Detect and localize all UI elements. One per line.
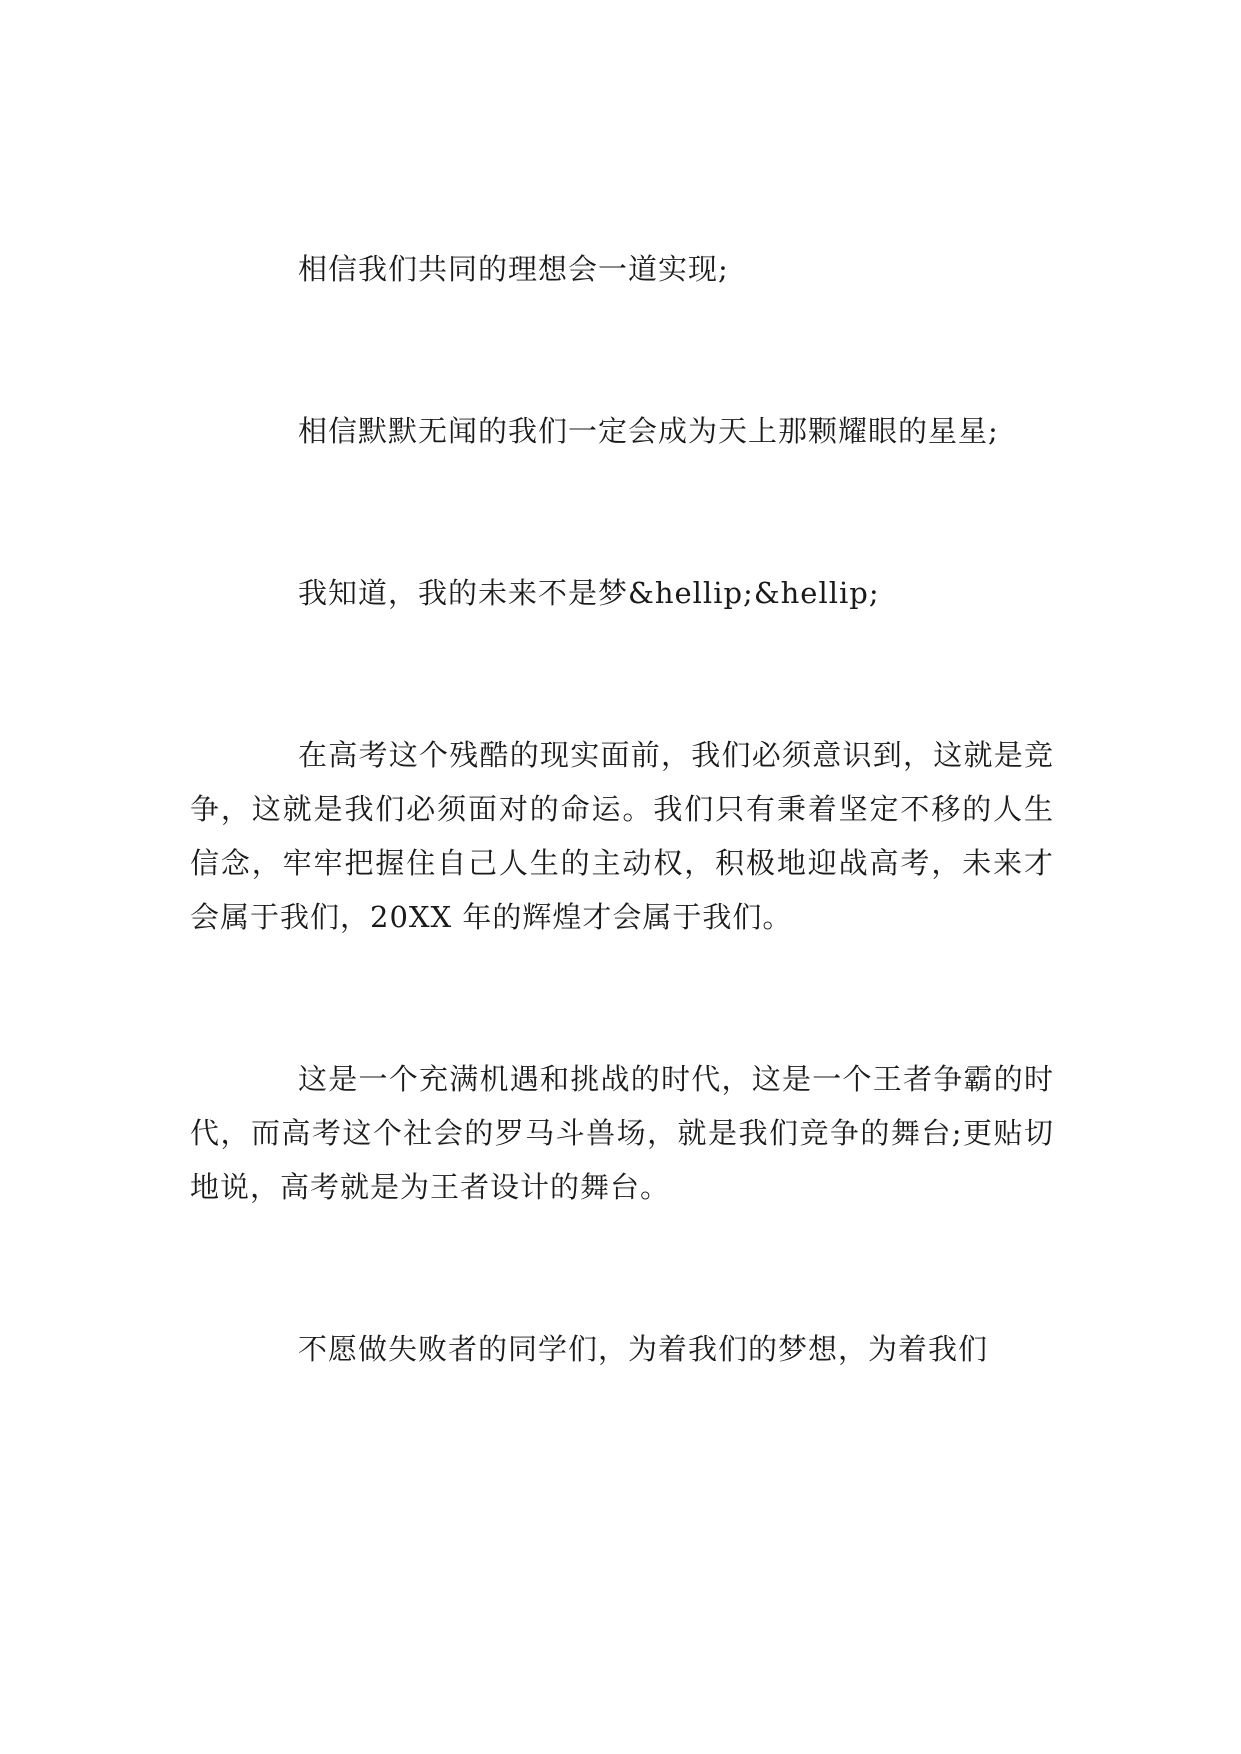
- paragraph-3: 我知道，我的未来不是梦&hellip;&hellip;: [298, 576, 880, 610]
- paragraph-1: 相信我们共同的理想会一道实现;: [298, 252, 729, 286]
- paragraph-5: 这是一个充满机遇和挑战的时代，这是一个王者争霸的时代，而高考这个社会的罗马斗兽场，就是我们竞争的舞台;更贴切地说，高考就是为王者设计的舞台。: [190, 1062, 1054, 1204]
- paragraph-6: 不愿做失败者的同学们，为着我们的梦想，为着我们: [298, 1332, 989, 1366]
- document-body: [190, 242, 1054, 1376]
- paragraph-2: 相信默默无闻的我们一定会成为天上那颗耀眼的星星;: [298, 414, 999, 448]
- paragraph-4: 在高考这个残酷的现实面前，我们必须意识到，这就是竞争，这就是我们必须面对的命运。我们只有秉着坚定不移的人生信念，牢牢把握住自己人生的主动权，积极地迎战高考，未来才会属于我们，20XX 年的辉煌才会属于我们。: [190, 738, 1054, 934]
